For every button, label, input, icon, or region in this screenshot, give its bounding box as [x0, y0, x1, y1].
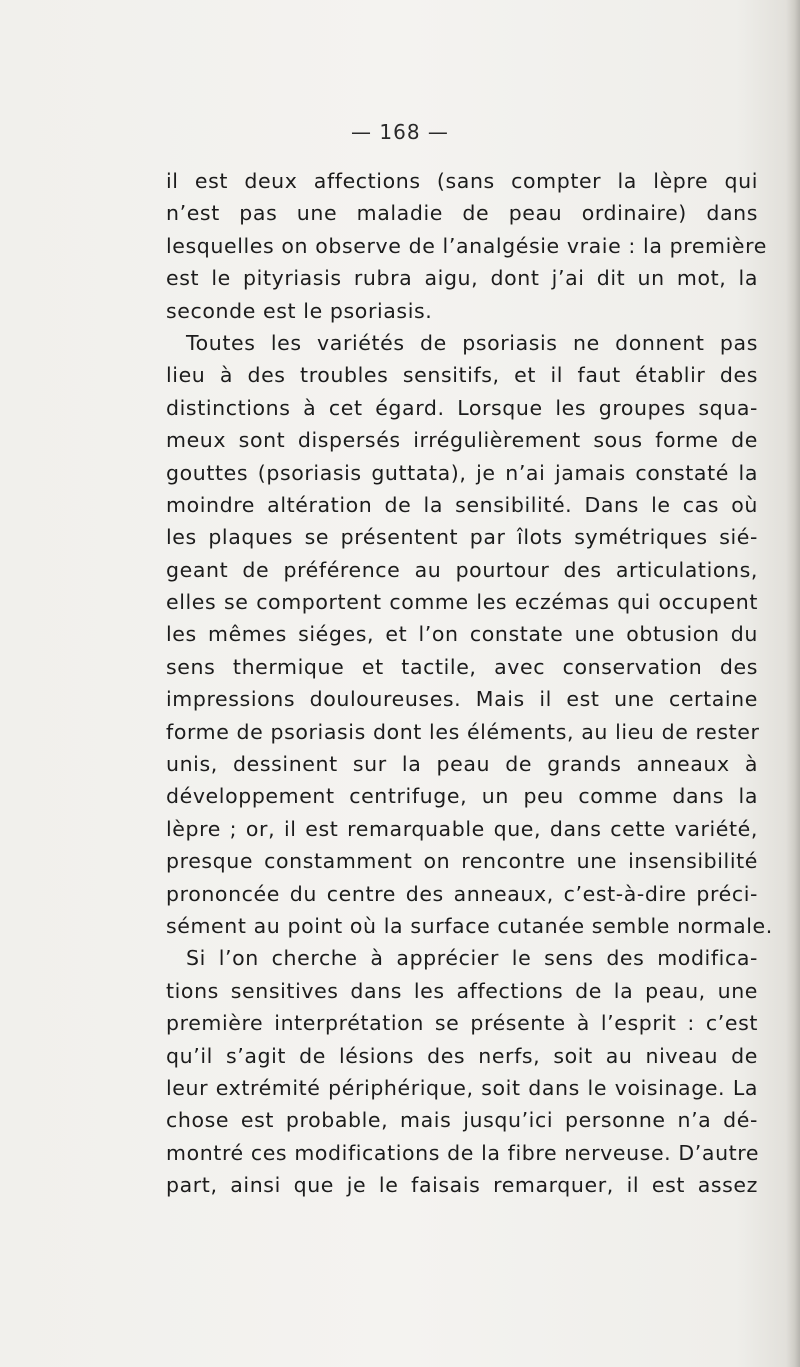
text-line: développement centrifuge, un peu comme dans la	[166, 784, 758, 809]
text-line: presque constamment on rencontre une insensibilité	[166, 849, 758, 874]
text-line: prononcée du centre des anneaux, c’est-à-dire préci-	[166, 881, 758, 906]
text-line: lèpre ; or, il est remarquable que, dans cette variété,	[166, 816, 758, 841]
text-line: elles se comportent comme les eczémas qui occupent	[166, 590, 758, 615]
text-line: est le pityriasis rubra aigu, dont j’ai dit un mot, la	[166, 266, 758, 291]
text-line: n’est pas une maladie de peau ordinaire) dans	[166, 201, 758, 226]
text-line: les mêmes siéges, et l’on constate une obtusion du	[166, 622, 758, 647]
text-line: seconde est le psoriasis.	[166, 298, 433, 323]
text-line: impressions douloureuses. Mais il est une certaine	[166, 687, 758, 712]
text-line: sément au point où la surface cutanée semble normale.	[166, 913, 773, 938]
text-line: Si l’on cherche à apprécier le sens des modifica-	[186, 946, 758, 971]
text-line: montré ces modifications de la fibre nerveuse. D’autre	[166, 1140, 760, 1165]
body-text	[166, 165, 773, 1202]
text-line: première interprétation se présente à l’esprit : c’est	[166, 1011, 758, 1036]
text-line: il est deux affections (sans compter la lèpre qui	[166, 169, 758, 193]
text-line: Toutes les variétés de psoriasis ne donnent pas	[186, 330, 758, 355]
text-line: tions sensitives dans les affections de la peau, une	[166, 978, 758, 1003]
text-line: leur extrémité périphérique, soit dans le voisinage. La	[166, 1075, 758, 1100]
text-line: qu’il s’agit de lésions des nerfs, soit au niveau de	[166, 1043, 758, 1068]
text-line: lesquelles on observe de l’analgésie vraie : la première	[166, 233, 767, 258]
text-line: moindre altération de la sensibilité. Dans le cas où	[166, 492, 758, 517]
page-number: — 168 —	[351, 120, 449, 144]
text-line: part, ainsi que je le faisais remarquer, il est assez	[166, 1173, 758, 1198]
page-edge-shadow	[786, 0, 800, 1367]
text-line: lieu à des troubles sensitifs, et il faut établir des	[166, 363, 758, 388]
text-line: gouttes (psoriasis guttata), je n’ai jamais constaté la	[166, 460, 758, 485]
text-line: geant de préférence au pourtour des articulations,	[166, 557, 758, 582]
text-line: sens thermique et tactile, avec conservation des	[166, 654, 758, 679]
text-line: distinctions à cet égard. Lorsque les groupes squa-	[166, 395, 758, 420]
text-line: chose est probable, mais jusqu’ici personne n’a dé-	[166, 1108, 758, 1133]
text-line: meux sont dispersés irrégulièrement sous forme de	[166, 428, 758, 453]
text-line: forme de psoriasis dont les éléments, au lieu de rester	[166, 719, 760, 744]
text-line: les plaques se présentent par îlots symétriques sié-	[166, 525, 758, 550]
text-line: unis, dessinent sur la peau de grands anneaux à	[166, 752, 758, 777]
